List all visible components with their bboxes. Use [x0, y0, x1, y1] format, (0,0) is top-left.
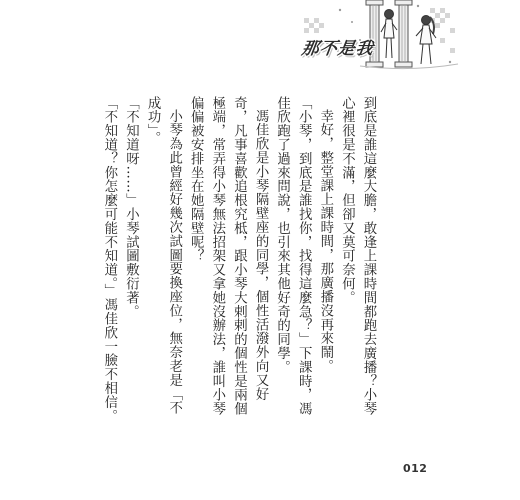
vertical-body-text — [98, 96, 379, 426]
paragraph-5: 小琴為此曾經好幾次試圖要換座位，無奈老是「不成功」。 — [145, 96, 182, 416]
paragraph-4: 馮佳欣是小琴隔壁座的同學，個性活潑外向又好奇，凡事喜歡追根究柢，跟小琴大剌剌的個性是兩個極端，常弄得小琴無法招架又拿她沒辦法，誰叫小琴偏偏被安排坐在她隔壁呢？ — [188, 96, 269, 416]
paragraph-6: 「不知道呀……」小琴試圖敷衍著。 — [123, 96, 139, 319]
page-number: 012 — [403, 462, 428, 475]
paragraph-7: 「不知道？你怎麼可能不知道。」馮佳欣一臉不相信。 — [101, 96, 117, 423]
paragraph-1: 到底是誰這麼大膽，敢逢上課時間都跑去廣播？小琴心裡很是不滿，但卻又莫可奈何。 — [339, 96, 376, 416]
paragraph-3: 「小琴，到底是誰找你，找得這麼急？」下課時，馮佳欣跑了過來問說，也引來其他好奇的同學。 — [274, 96, 312, 416]
chapter-header-title: 那不是我 — [300, 39, 376, 59]
paragraph-2: 幸好，整堂課上課時間，那廣播沒再來鬧。 — [317, 109, 333, 374]
